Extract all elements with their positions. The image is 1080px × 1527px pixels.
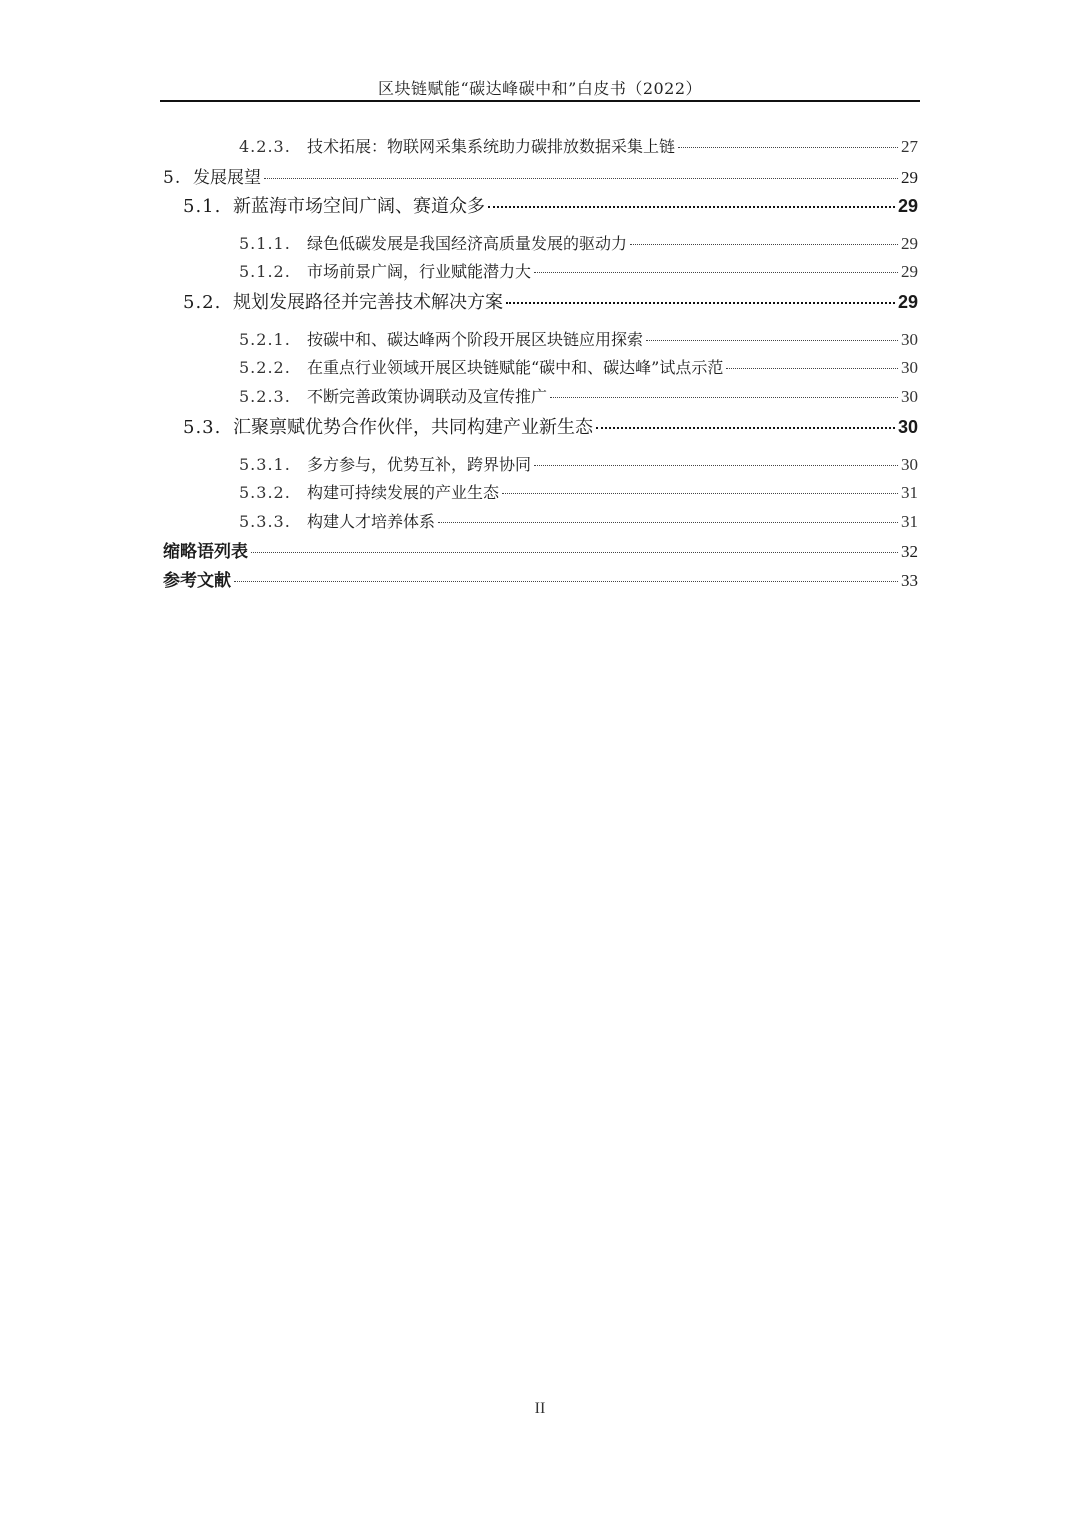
toc-entry-title: 市场前景广阔，行业赋能潜力大 [307,262,532,281]
toc-entry-page: 30 [901,330,918,349]
toc-entry[interactable] [239,259,918,282]
dot-leader [502,492,898,494]
toc-entry-page: 29 [901,168,918,187]
toc-entry[interactable] [163,163,918,188]
toc-entry-title: 发展展望 [193,168,261,188]
toc-entry-page: 30 [897,417,918,437]
toc-entry-title: 构建人才培养体系 [307,512,436,531]
toc-entry-number: 5.2. [183,292,222,313]
toc-entry-number: 5.3.2. [239,483,291,502]
toc-entry-number: 5.3. [183,417,222,438]
toc-entry-title: 汇聚禀赋优势合作伙伴，共同构建产业新生态 [233,417,593,438]
dot-leader [438,521,898,523]
toc-entry-number: 5.3.3. [239,512,291,531]
toc-entry[interactable] [239,452,918,475]
toc-entry-page: 29 [901,262,918,281]
toc-entry-page: 30 [901,387,918,406]
toc-entry-title: 在重点行业领域开展区块链赋能“碳中和、碳达峰”试点示范 [307,358,724,377]
toc-entry-page: 29 [897,196,918,216]
toc-entry-title: 新蓝海市场空间广阔、赛道众多 [233,196,485,217]
dot-leader [264,177,898,179]
toc-entry-number: 5.3.1. [239,455,291,474]
dot-leader [726,367,898,369]
toc-entry-number: 5.2.1. [239,330,291,349]
toc-entry-number: 5.1.2. [239,262,291,281]
toc-entry[interactable] [239,509,918,532]
toc-entry-number: 5.2.3. [239,387,291,406]
dot-leader [234,580,898,582]
toc-entry-number: 5.1. [183,196,222,217]
toc-entry[interactable] [239,134,918,157]
toc-entry-title: 缩略语列表 [163,542,248,562]
toc-entry[interactable] [183,413,918,439]
toc-entry[interactable] [163,537,918,562]
toc-entry[interactable] [239,480,918,503]
toc-entry-number: 5.2.2. [239,358,291,377]
toc-entry-title: 按碳中和、碳达峰两个阶段开展区块链应用探索 [307,330,644,349]
dot-leader [630,243,898,245]
toc-entry[interactable] [239,327,918,350]
toc-entry-page: 31 [901,483,918,502]
toc-entry-title: 参考文献 [163,571,231,591]
dot-leader [646,339,898,341]
toc-entry-title: 不断完善政策协调联动及宣传推广 [307,387,548,406]
toc-entry[interactable] [239,384,918,407]
toc-entry-title: 技术拓展：物联网采集系统助力碳排放数据采集上链 [307,137,676,156]
toc-entry-page: 32 [901,542,918,561]
toc-entry-page: 31 [901,512,918,531]
dot-leader [251,551,898,553]
page-header: 区块链赋能“碳达峰碳中和”白皮书（2022） [377,79,703,98]
toc-entry[interactable] [239,231,918,254]
toc-entry-page: 30 [901,455,918,474]
toc-entry[interactable] [239,355,918,378]
toc-entry-title: 构建可持续发展的产业生态 [307,483,500,502]
toc-entry-page: 29 [897,292,918,312]
toc-entry-number: 4.2.3. [239,137,291,156]
dot-leader [550,396,898,398]
toc-entry[interactable] [183,192,918,218]
toc-entry-title: 规划发展路径并完善技术解决方案 [233,292,503,313]
toc-entry[interactable] [163,566,918,591]
dot-leader [506,301,895,304]
toc-entry-page: 29 [901,234,918,253]
dot-leader [534,271,898,273]
dot-leader [534,464,898,466]
dot-leader [488,205,895,208]
toc-entry-title: 多方参与，优势互补，跨界协同 [307,455,532,474]
toc-entry[interactable] [183,288,918,314]
toc-entry-number: 5. [163,168,182,188]
dot-leader [596,426,895,429]
page-number: II [534,1400,546,1417]
toc-entry-number: 5.1.1. [239,234,291,253]
header-rule [160,100,920,102]
toc-entry-page: 30 [901,358,918,377]
toc-entry-title: 绿色低碳发展是我国经济高质量发展的驱动力 [307,234,628,253]
toc-entry-page: 33 [901,571,918,590]
toc-entry-page: 27 [901,137,918,156]
dot-leader [678,146,898,148]
